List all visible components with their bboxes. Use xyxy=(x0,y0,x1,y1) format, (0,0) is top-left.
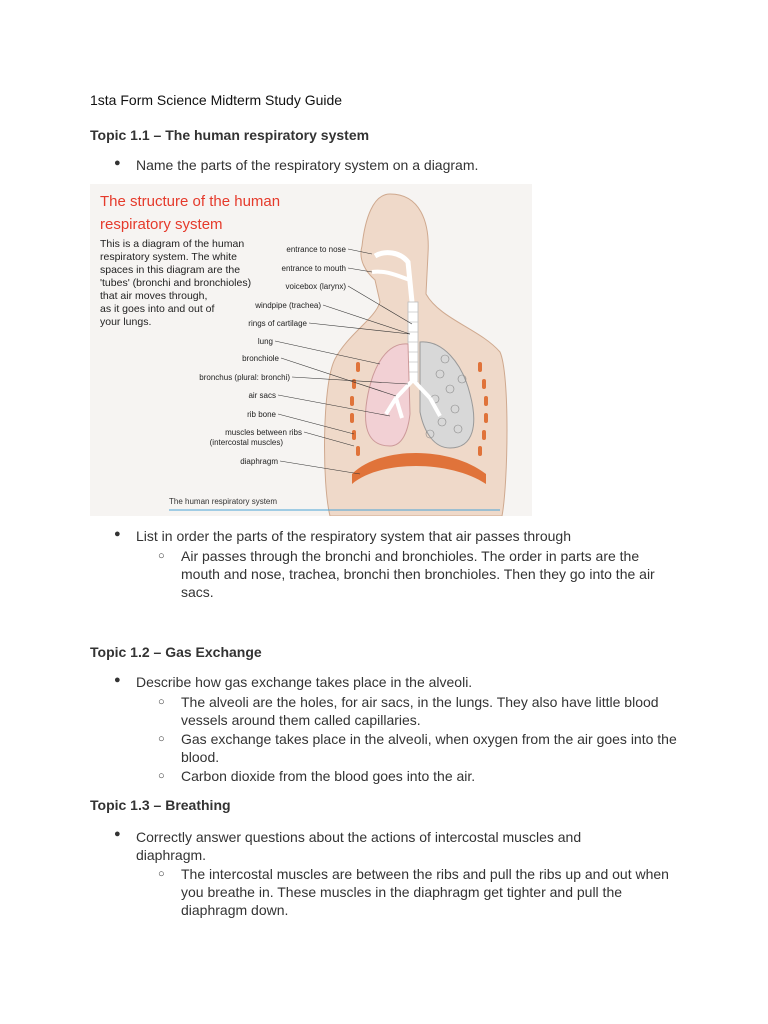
subbullet-glyph: ○ xyxy=(158,733,165,745)
label-rings: rings of cartilage xyxy=(248,319,307,328)
bullet-text: Correctly answer questions about the actions of intercostal muscles and diaphragm. xyxy=(136,829,582,863)
respiratory-diagram-svg xyxy=(90,184,532,516)
subbullet-text: Carbon dioxide from the blood goes into the air. xyxy=(181,768,476,784)
figure-title-line-2: respiratory system xyxy=(100,216,223,233)
figure-desc-line: as it goes into and out of xyxy=(100,303,215,315)
label-muscles-line-1: muscles between ribs xyxy=(225,428,302,437)
subbullet-text: Air passes through the bronchi and bronchioles. The order in parts are the mouth and nose, trachea, bronchi then bronchioles. Then they go into the air sacs. xyxy=(181,548,655,600)
bullet-glyph: ● xyxy=(114,828,121,840)
respiratory-diagram xyxy=(90,184,532,516)
label-bronchiole: bronchiole xyxy=(242,354,279,363)
subbullet-glyph: ○ xyxy=(158,770,165,782)
subbullet-text: The intercostal muscles are between the ribs and pull the ribs up and out when you breathe in. These muscles in the diaphragm get tighter and pull the diaphragm down. xyxy=(181,866,669,918)
figure-desc-line: respiratory system. The white xyxy=(100,251,237,263)
label-ribbone: rib bone xyxy=(247,410,276,419)
bullet-glyph: ● xyxy=(114,674,121,686)
label-airsacs: air sacs xyxy=(248,391,276,400)
subbullet-glyph: ○ xyxy=(158,868,165,880)
subbullet-glyph: ○ xyxy=(158,696,165,708)
bullet-glyph: ● xyxy=(114,157,121,169)
topic-1-2-heading: Topic 1.2 – Gas Exchange xyxy=(90,644,262,660)
document-title: 1sta Form Science Midterm Study Guide xyxy=(90,92,343,108)
figure-desc-line: that air moves through, xyxy=(100,290,208,302)
label-voicebox: voicebox (larynx) xyxy=(285,282,346,291)
label-windpipe: windpipe (trachea) xyxy=(255,301,321,310)
figure-desc-line: your lungs. xyxy=(100,316,152,328)
subbullet-glyph: ○ xyxy=(158,550,165,562)
subbullet-text: Gas exchange takes place in the alveoli, when oxygen from the air goes into the blood. xyxy=(181,731,677,765)
figure-desc-line: This is a diagram of the human xyxy=(100,238,245,250)
bullet-text: List in order the parts of the respiratory system that air passes through xyxy=(136,528,571,544)
bullet-glyph: ● xyxy=(114,528,121,540)
figure-caption: The human respiratory system xyxy=(169,497,278,506)
label-bronchus: bronchus (plural: bronchi) xyxy=(199,373,290,382)
figure-desc-line: spaces in this diagram are the xyxy=(100,264,241,276)
topic-1-3-heading: Topic 1.3 – Breathing xyxy=(90,797,231,813)
topic-1-1-heading: Topic 1.1 – The human respiratory system xyxy=(90,127,370,143)
label-nose: entrance to nose xyxy=(286,245,346,254)
bullet-text: Describe how gas exchange takes place in the alveoli. xyxy=(136,674,473,690)
bullet-text: Name the parts of the respiratory system on a diagram. xyxy=(136,157,479,173)
figure-title-line-1: The structure of the human xyxy=(100,193,281,210)
label-lung: lung xyxy=(257,337,273,346)
figure-desc-line: 'tubes' (bronchi and bronchioles) xyxy=(100,277,252,289)
subbullet-text: The alveoli are the holes, for air sacs, in the lungs. They also have little blood vessels around them called capillaries. xyxy=(181,694,659,728)
label-mouth: entrance to mouth xyxy=(281,264,346,273)
label-muscles-line-2: (intercostal muscles) xyxy=(209,438,283,447)
label-diaphragm: diaphragm xyxy=(240,457,278,466)
